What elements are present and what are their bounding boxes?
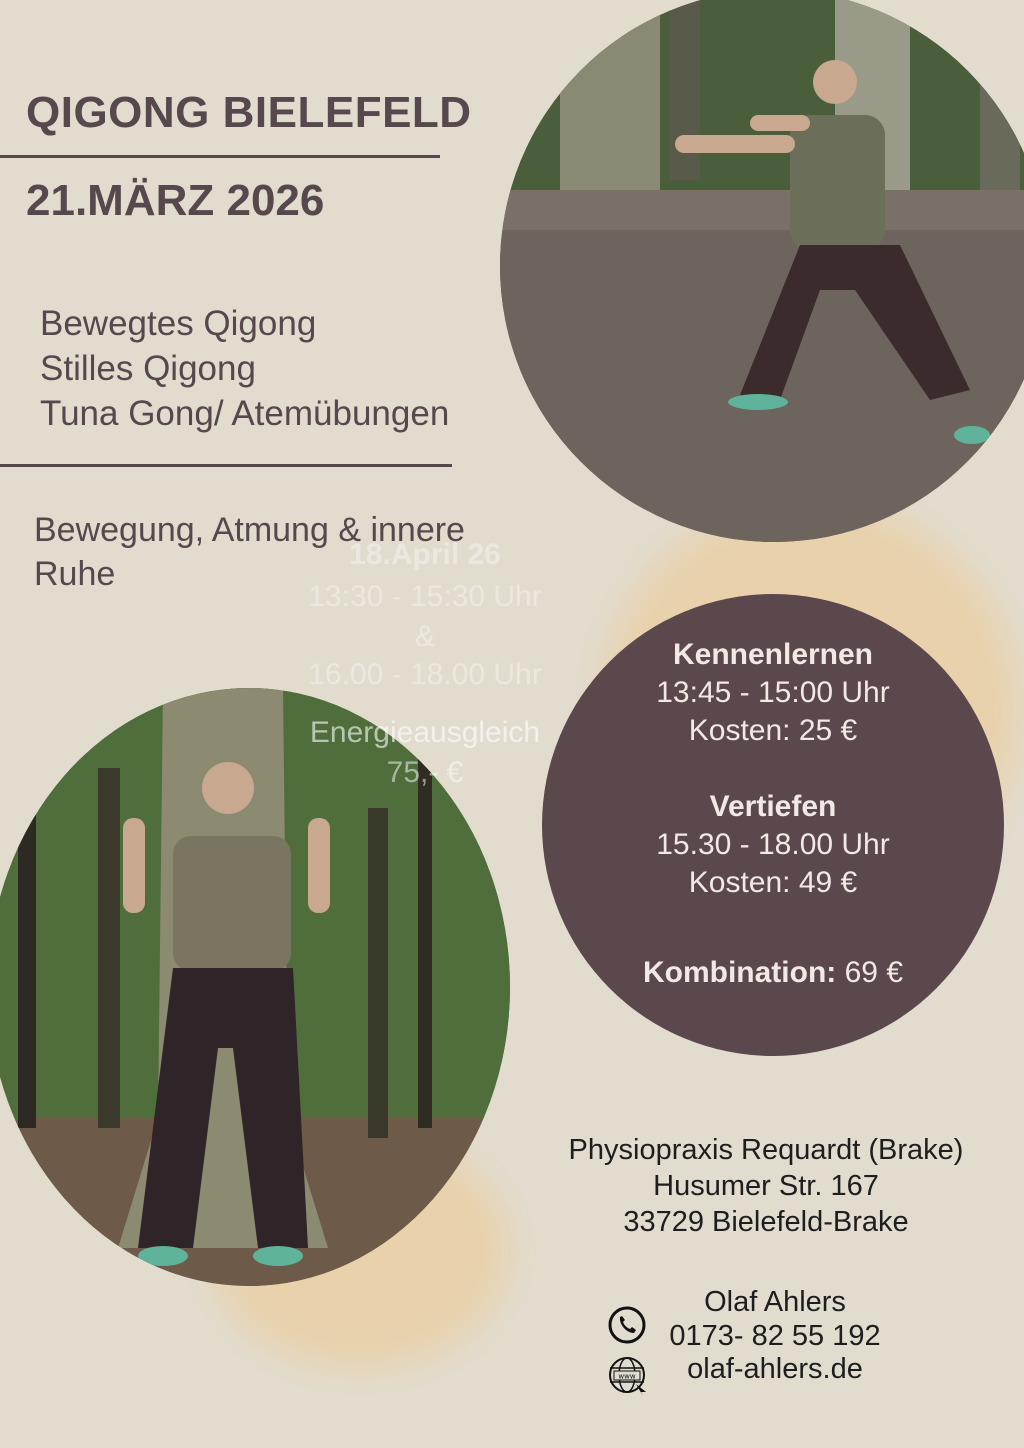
deep-cost: Kosten: 49 € — [688, 866, 858, 899]
deep-time: 15.30 - 18.00 Uhr — [656, 828, 890, 861]
divider — [0, 464, 452, 467]
event-date: 21.MÄRZ 2026 — [26, 176, 325, 225]
combo-price: 69 € — [844, 956, 904, 989]
contact-name: Olaf Ahlers — [704, 1286, 846, 1318]
contact-phone[interactable]: 0173- 82 55 192 — [669, 1320, 881, 1352]
svg-text:www: www — [618, 1372, 636, 1381]
intro-cost: Kosten: 25 € — [688, 714, 858, 747]
topic-item: Stilles Qigong — [40, 349, 256, 388]
photo-stance — [500, 0, 1024, 542]
combo-price-line — [542, 956, 1004, 990]
divider — [0, 155, 440, 158]
globe-www-icon — [606, 1354, 648, 1396]
pricing-circle — [542, 594, 1004, 1056]
address-line: 33729 Bielefeld-Brake — [623, 1206, 909, 1238]
tagline: Bewegung, Atmung & innere Ruhe — [34, 511, 465, 593]
ghost-label: Energieausgleich — [309, 716, 541, 749]
ghost-date: 18.April 26 — [349, 538, 501, 571]
address-line: Husumer Str. 167 — [653, 1170, 879, 1202]
intro-heading: Kennenlernen — [672, 638, 874, 671]
ghost-time: 13:30 - 15:30 Uhr — [308, 580, 542, 613]
address-line: Physiopraxis Requardt (Brake) — [568, 1134, 964, 1166]
contact-website[interactable]: olaf-ahlers.de — [687, 1353, 863, 1385]
topic-item: Bewegtes Qigong — [40, 304, 317, 343]
ghost-price: 75,- € — [386, 756, 464, 789]
topic-item: Tuna Gong/ Atemübungen — [40, 394, 450, 433]
combo-label: Kombination: — [642, 956, 837, 989]
phone-icon — [606, 1304, 648, 1346]
ghost-and: & — [414, 620, 435, 653]
page-title: QIGONG BIELEFELD — [26, 88, 472, 137]
deep-heading: Vertiefen — [709, 790, 837, 823]
ghost-time: 16.00 - 18.00 Uhr — [308, 658, 542, 691]
intro-time: 13:45 - 15:00 Uhr — [656, 676, 890, 709]
